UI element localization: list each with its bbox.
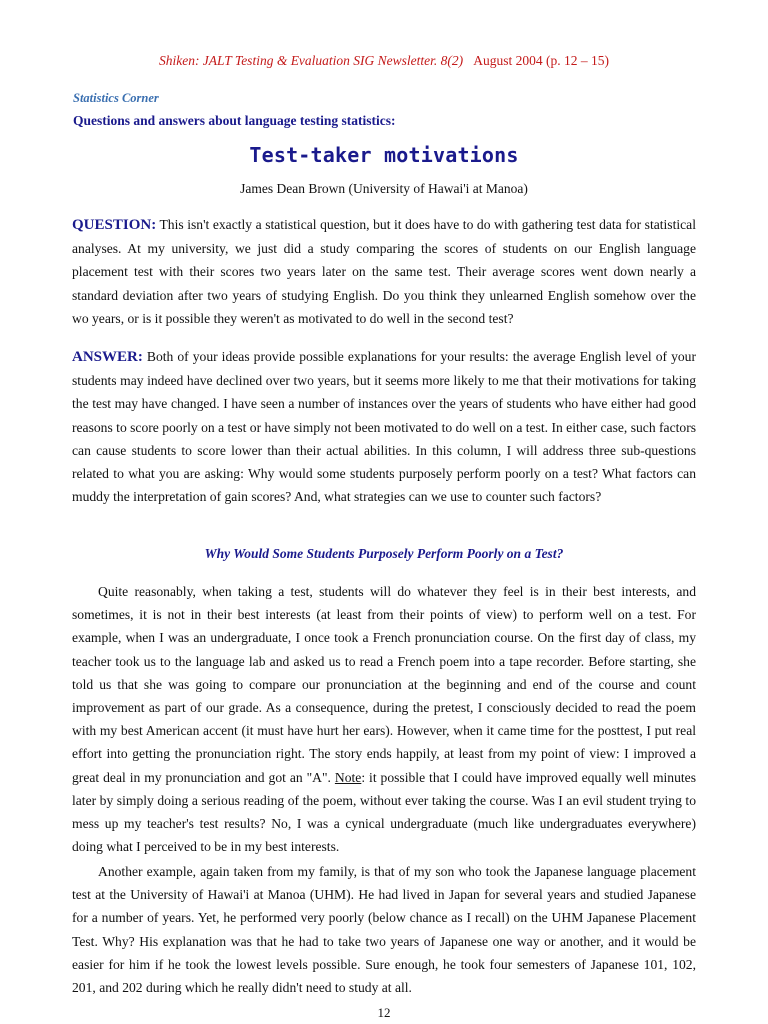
- answer-paragraph: [72, 345, 696, 508]
- question-label: QUESTION:: [72, 217, 157, 233]
- issue-date: August 2004 (p. 12 – 15): [473, 53, 610, 68]
- journal-citation: Shiken: JALT Testing & Evaluation SIG Newsletter. 8(2): [158, 53, 464, 68]
- section-label: Statistics Corner: [73, 91, 159, 105]
- author-line: James Dean Brown (University of Hawai'i at Manoa): [240, 181, 528, 196]
- answer-label: ANSWER:: [72, 349, 143, 365]
- page-number: 12: [377, 1005, 391, 1020]
- section-heading: Why Would Some Students Purposely Perform Poorly on a Test?: [204, 546, 564, 561]
- question-text: This isn't exactly a statistical question, but it does have to do with gathering test data for statistical analyses. At my university, we just did a study comparing the scores of students on our English language placement test with their scores two years later on the same test. Their average scores went down nearly a standard deviation after two years of studying English. Do you think they unlearned English somehow over the wo years, or is it possible they weren't as motivated to do well in the second test?: [72, 217, 696, 326]
- article-title: Test-taker motivations: [249, 143, 519, 167]
- column-subtitle: Questions and answers about language testing statistics:: [73, 113, 396, 128]
- body-paragraph-1: [72, 580, 696, 858]
- paragraph1-text-a: Quite reasonably, when taking a test, students will do whatever they feel is in their best interests, and sometimes, it is not in their best interests (at least from their points of view) to perform well on a test. For example, when I was an undergraduate, I once took a French pronunciation course. On the first day of class, my teacher took us to the language lab and asked us to read a French poem into a tape recorder. Before starting, she told us that she was going to compare our pronunciation at the beginning and end of the course and count improvement as part of our grade. As a consequence, during the pretest, I consciously decided to read the poem with my best American accent (it must have hurt her ears). However, when it came time for the posttest, I put real effort into getting the pronunciation right. The story ends happily, at least from my point of view: I improved a great deal in my pronunciation and got an "A".: [72, 584, 696, 785]
- answer-text: Both of your ideas provide possible explanations for your results: the average English level of your students may indeed have declined over two years, but it seems more likely to me that their motivations for taking the test may have changed. I have seen a number of instances over the years of students who have either had good reasons to score poorly on a test or have simply not been motivated to do well on a test. In either case, such factors can cause students to score lower than their actual abilities. In this column, I will address three sub-questions related to what you are asking: Why would some students purposely perform poorly on a test? What factors can muddy the interpretation of gain scores? And, what strategies can we use to counter such factors?: [72, 349, 697, 505]
- body-paragraph-2: Another example, again taken from my family, is that of my son who took the Japanese language placement test at the University of Hawai'i at Manoa (UHM). He had lived in Japan for several years and studied Japanese for a number of years. Yet, he performed very poorly (below chance as I recall) on the UHM Japanese Placement Test. Why? His explanation was that he had to take two years of Japanese one way or another, and it would be easier for him if he took the lowest levels possible. Sure enough, he took four semesters of Japanese 101, 102, 201, and 202 during which he really didn't need to study at all.: [72, 864, 696, 996]
- paragraph1-text-b: : it possible that I could have improved equally well minutes later by simply doing a serious reading of the poem, without ever taking the course. Was I an evil student trying to mess up my teacher's test results? No, I was a cynical undergraduate (much like undergraduates everywhere) doing what I perceived to be in my best interests.: [72, 769, 696, 855]
- note-label: Note: [334, 769, 362, 785]
- newsletter-header: [0, 53, 768, 69]
- question-paragraph: [72, 213, 696, 330]
